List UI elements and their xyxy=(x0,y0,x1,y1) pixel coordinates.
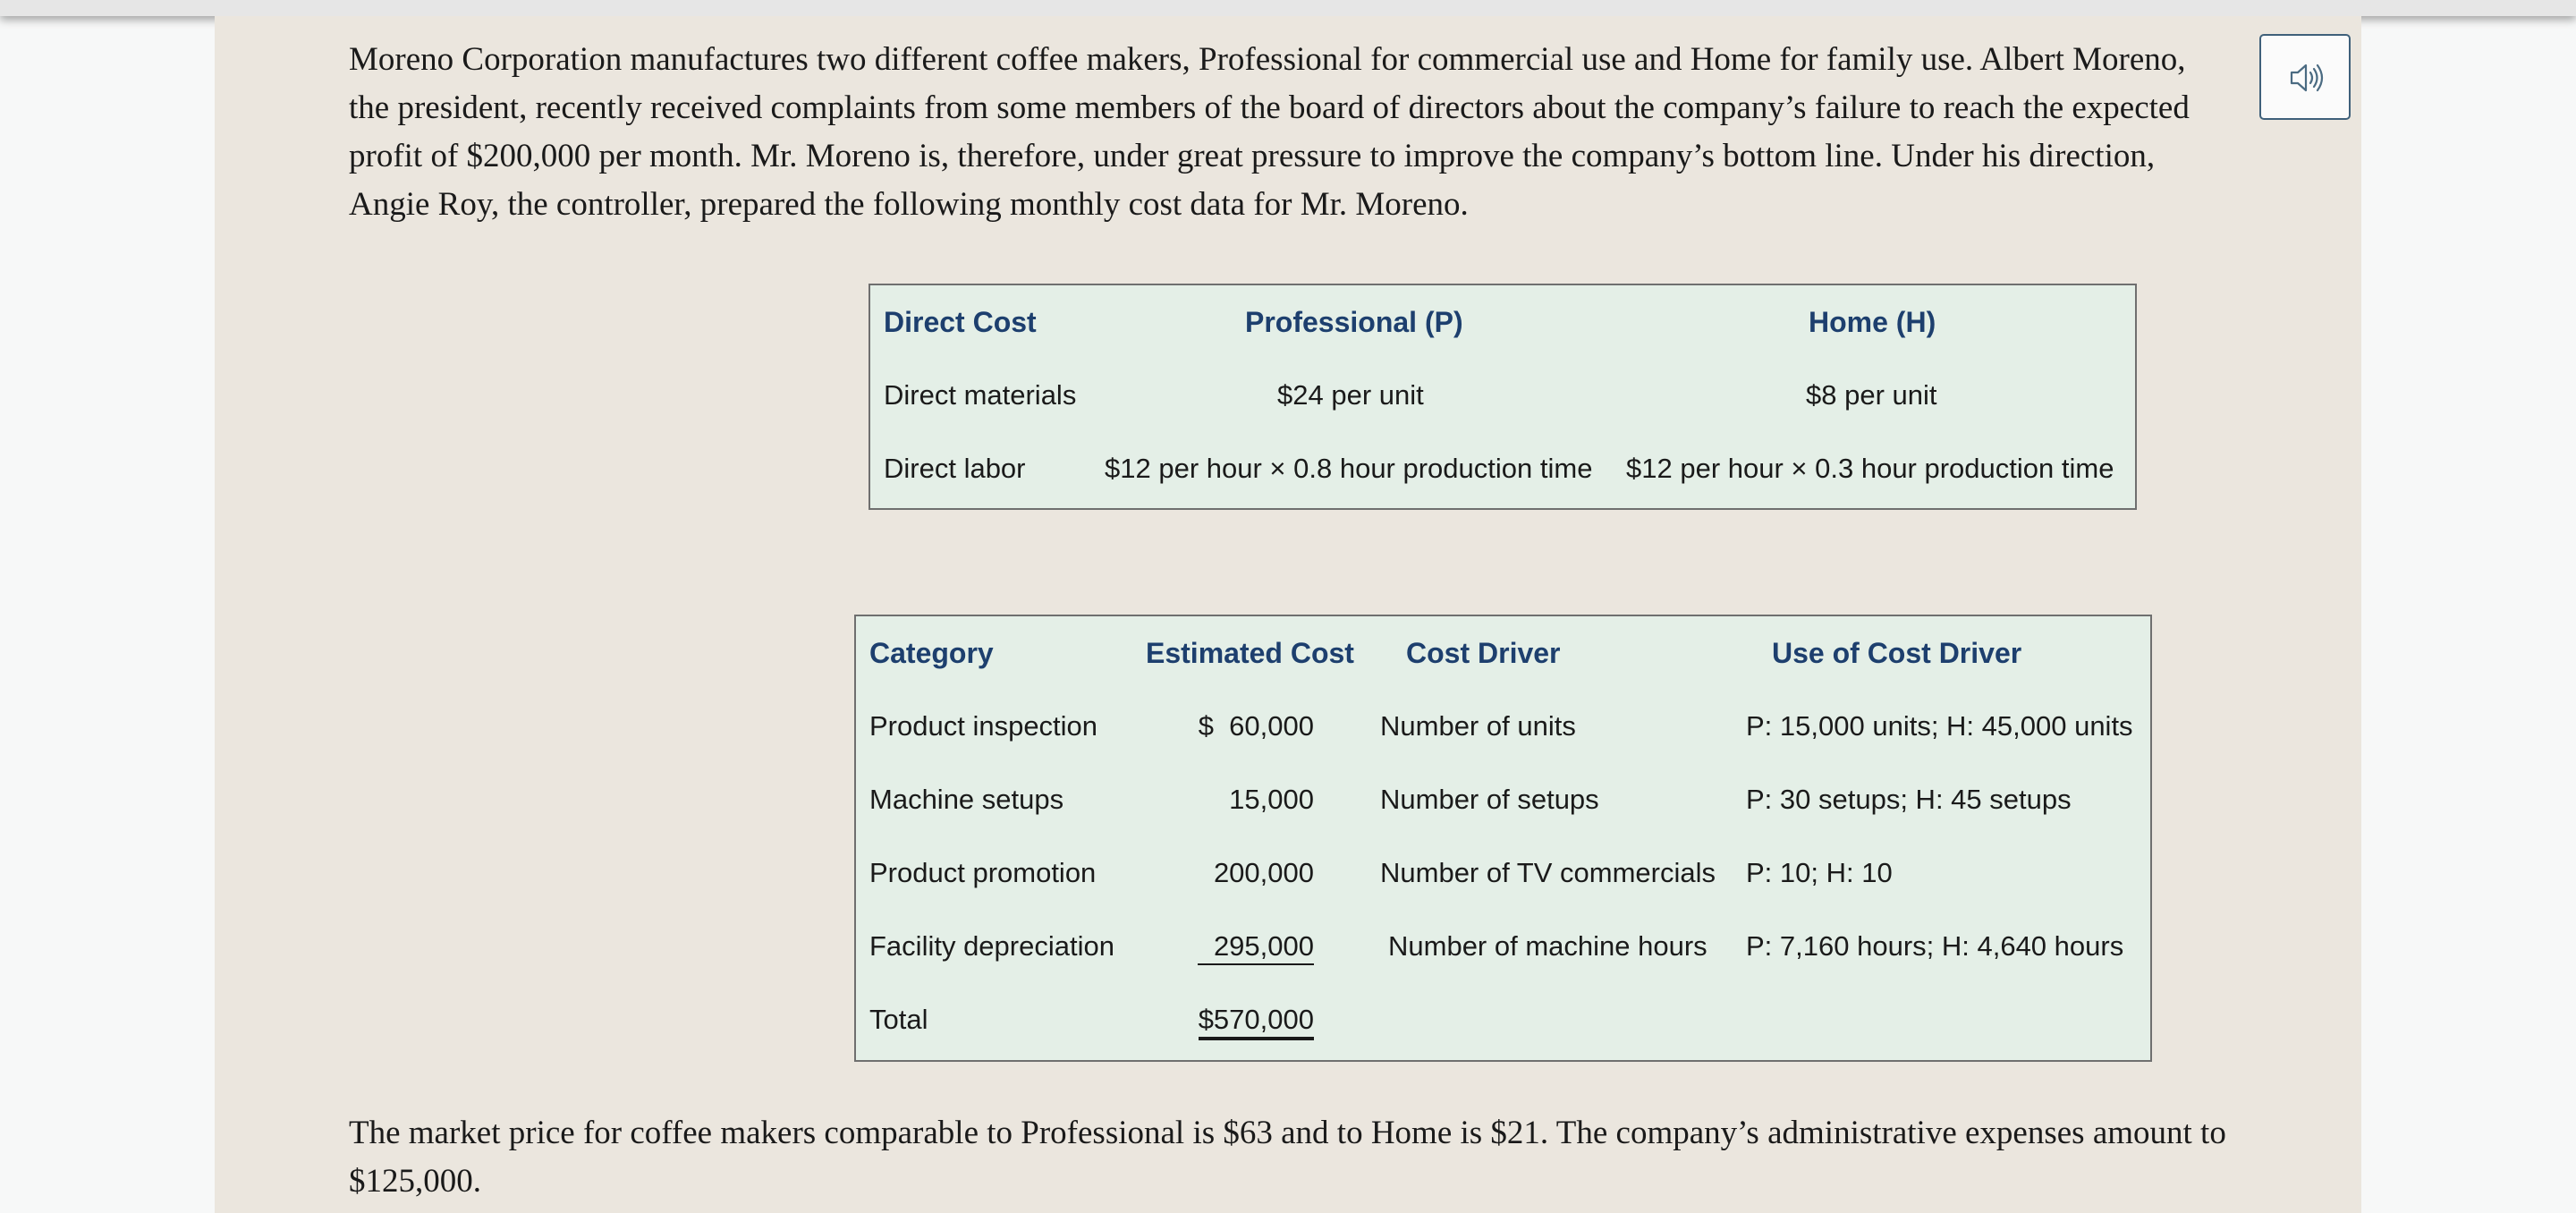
header-home: Home (H) xyxy=(1809,306,1936,338)
content-page xyxy=(215,16,2361,1213)
header-category: Category xyxy=(869,637,994,669)
intro-paragraph: Moreno Corporation manufactures two different coffee makers, Professional for commercial use and Home for family use. Albert Moreno, the president, recently received complaints from some members of the board of directors about the company’s failure to reach the expected profit of $200,000 per month. Mr. Moreno is, therefore, under great pressure to improve the company’s bottom line. Under his direction, Angie Roy, the controller, prepared the following monthly cost data for Mr. Moreno. xyxy=(349,41,2190,223)
row-label-direct-labor: Direct labor xyxy=(884,453,1026,484)
category-facility-depreciation: Facility depreciation xyxy=(869,930,1114,962)
header-estimated-cost: Estimated Cost xyxy=(1146,637,1354,669)
cost-product-promotion: 200,000 xyxy=(1213,857,1314,888)
cost-facility-depreciation xyxy=(1189,930,1314,963)
overhead-cost-table xyxy=(854,615,2152,1062)
driver-product-inspection: Number of units xyxy=(1380,710,1576,742)
use-product-inspection: P: 15,000 units; H: 45,000 units xyxy=(1746,710,2133,742)
row-label-direct-materials: Direct materials xyxy=(884,379,1077,411)
driver-machine-setups: Number of setups xyxy=(1380,784,1599,815)
total-cost xyxy=(1189,1004,1314,1036)
header-professional: Professional (P) xyxy=(1245,306,1463,338)
direct-cost-table xyxy=(869,284,2137,510)
audio-button[interactable] xyxy=(2259,34,2351,120)
professional-labor-cost: $12 per hour × 0.8 hour production time xyxy=(1105,453,1593,484)
header-cost-driver: Cost Driver xyxy=(1406,637,1561,669)
closing-paragraph: The market price for coffee makers comparable to Professional is $63 and to Home is $21. The company’s administrative expenses amount to $125,000. xyxy=(349,1115,2226,1200)
category-machine-setups: Machine setups xyxy=(869,784,1064,815)
cost-facility-depreciation-value: 295,000 xyxy=(1198,930,1314,965)
header-direct-cost: Direct Cost xyxy=(884,306,1037,338)
top-bar xyxy=(0,0,2576,16)
category-product-inspection: Product inspection xyxy=(869,710,1098,742)
driver-facility-depreciation: Number of machine hours xyxy=(1388,930,1707,962)
use-machine-setups: P: 30 setups; H: 45 setups xyxy=(1746,784,2072,815)
cost-product-inspection: $ 60,000 xyxy=(1198,710,1314,742)
cost-machine-setups: 15,000 xyxy=(1229,784,1314,815)
home-labor-cost: $12 per hour × 0.3 hour production time xyxy=(1626,453,2114,484)
total-label: Total xyxy=(869,1004,928,1035)
speaker-icon xyxy=(2289,63,2325,93)
category-product-promotion: Product promotion xyxy=(869,857,1097,888)
driver-product-promotion: Number of TV commercials xyxy=(1380,857,1716,888)
total-cost-value: $570,000 xyxy=(1199,1004,1314,1040)
use-product-promotion: P: 10; H: 10 xyxy=(1746,857,1893,888)
use-facility-depreciation: P: 7,160 hours; H: 4,640 hours xyxy=(1746,930,2124,962)
header-use-of-cost-driver: Use of Cost Driver xyxy=(1772,637,2022,669)
home-materials-cost: $8 per unit xyxy=(1806,379,1937,411)
professional-materials-cost: $24 per unit xyxy=(1277,379,1424,411)
